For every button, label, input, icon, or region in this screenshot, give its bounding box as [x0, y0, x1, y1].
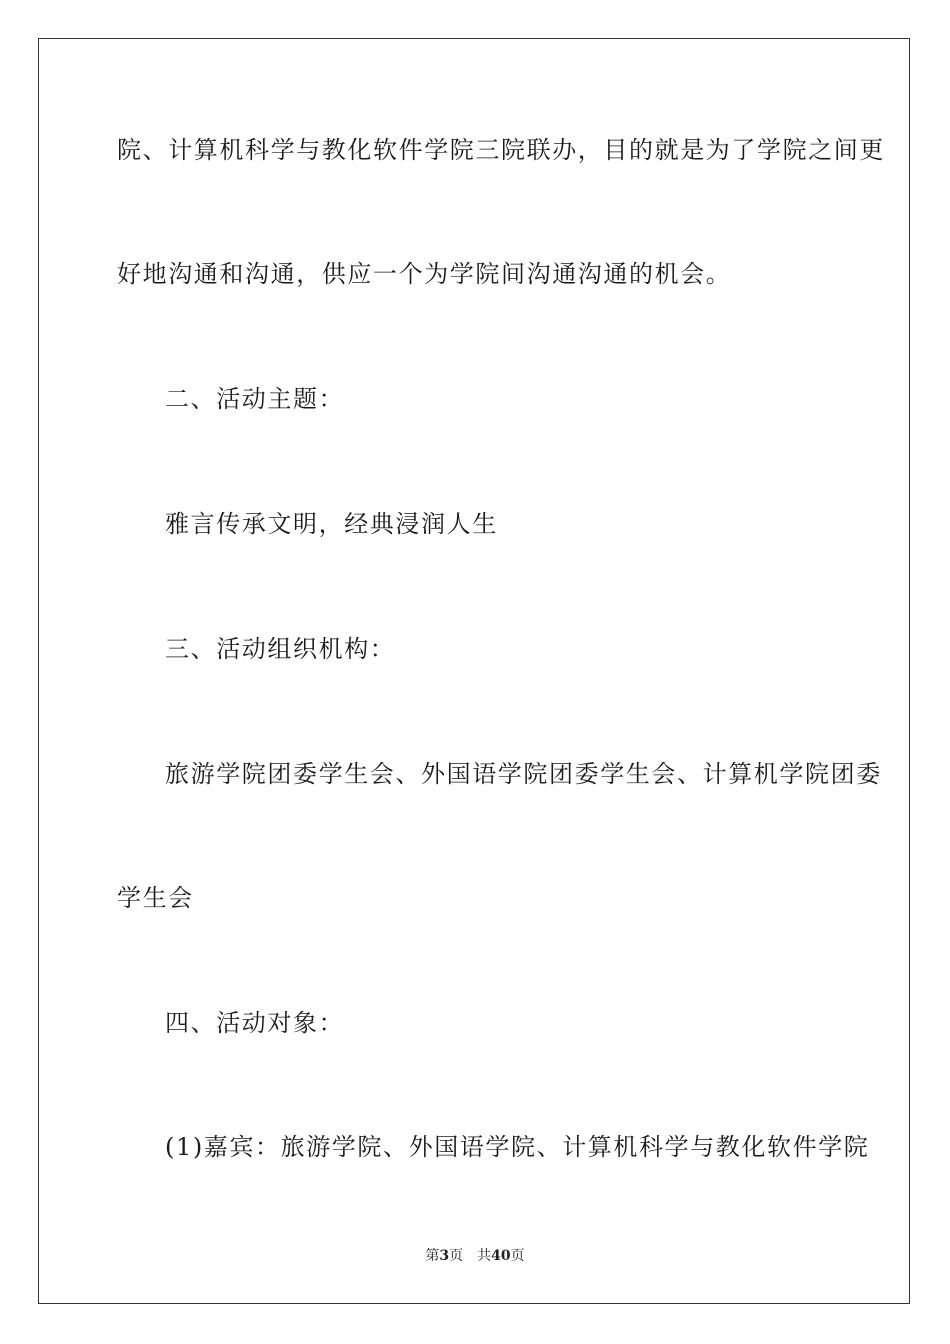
paragraph-line-1: 院、计算机科学与教化软件学院三院联办，目的就是为了学院之间更 [117, 136, 885, 164]
total-suffix: 页 [510, 1248, 525, 1264]
organization-text-line-1: 旅游学院团委学生会、外国语学院团委学生会、计算机学院团委 [165, 760, 882, 788]
paragraph-line-2: 好地沟通和沟通，供应一个为学院间沟通沟通的机会。 [117, 260, 732, 288]
page-prefix: 第 [425, 1248, 440, 1264]
page-number: 3 [439, 1248, 450, 1264]
theme-text: 雅言传承文明，经典浸润人生 [165, 510, 498, 538]
page-border [38, 38, 910, 1304]
audience-guests-text: (1)嘉宾：旅游学院、外国语学院、计算机科学与教化软件学院 [165, 1133, 870, 1161]
organization-text-line-2: 学生会 [117, 884, 194, 912]
total-pages: 40 [491, 1248, 511, 1264]
section-heading-organization: 三、活动组织机构： [165, 635, 396, 663]
section-heading-theme: 二、活动主题： [165, 385, 345, 413]
section-heading-audience: 四、活动对象： [165, 1009, 345, 1037]
total-prefix: 共 [477, 1248, 492, 1264]
page-suffix: 页 [449, 1248, 464, 1264]
page-footer [0, 1247, 950, 1265]
